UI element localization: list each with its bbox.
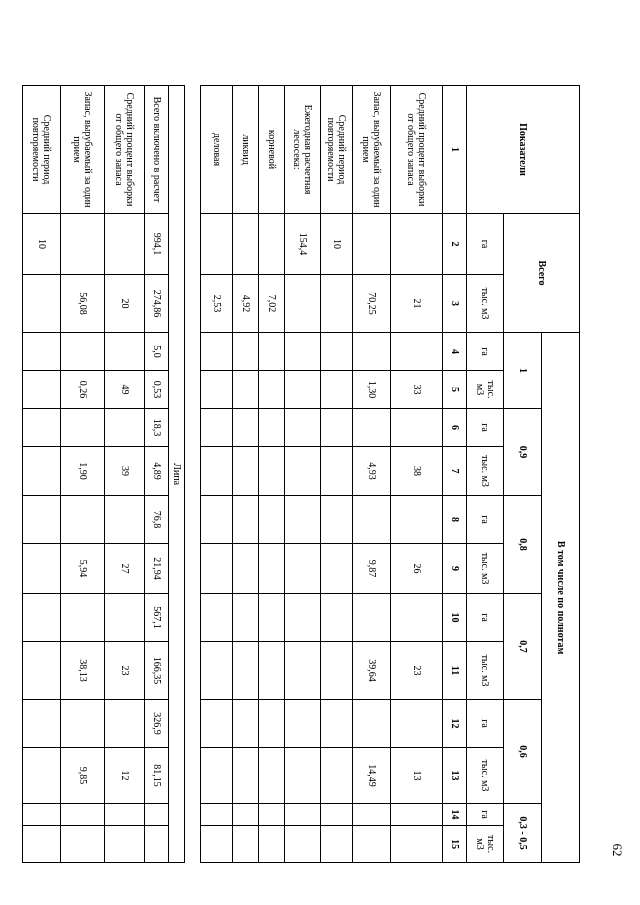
table-cell xyxy=(353,333,391,371)
table-cell xyxy=(391,214,443,275)
table-cell xyxy=(321,642,353,700)
table-cell xyxy=(23,826,61,863)
table-cell xyxy=(321,700,353,748)
table-cell: 274,86 xyxy=(145,275,169,333)
table-cell xyxy=(23,594,61,642)
table-cell: 21 xyxy=(391,275,443,333)
table-cell xyxy=(259,700,285,748)
table-cell: 0,26 xyxy=(61,371,105,409)
table-cell xyxy=(259,409,285,447)
unit-ha: га xyxy=(467,496,504,544)
unit-thous-m3: тыс. м3 xyxy=(467,826,504,863)
table-cell xyxy=(259,496,285,544)
table-cell: 21,94 xyxy=(145,544,169,594)
table-cell: 33 xyxy=(391,371,443,409)
table-cell: 81,15 xyxy=(145,748,169,804)
table-cell xyxy=(61,496,105,544)
column-number: 3 xyxy=(443,275,467,333)
table-cell xyxy=(259,594,285,642)
row-label: Средний период повторяемости xyxy=(321,86,353,214)
table-cell xyxy=(285,409,321,447)
table-cell xyxy=(61,214,105,275)
unit-thous-m3: тыс. м3 xyxy=(467,447,504,496)
table-cell xyxy=(105,804,145,826)
table-cell xyxy=(233,804,259,826)
table-cell xyxy=(321,275,353,333)
table-cell xyxy=(391,333,443,371)
table-cell xyxy=(23,496,61,544)
table-cell xyxy=(201,804,233,826)
table-cell xyxy=(23,642,61,700)
column-number: 14 xyxy=(443,804,467,826)
row-label: Запас, вырубаемый за один прием xyxy=(353,86,391,214)
table-cell xyxy=(201,748,233,804)
table-cell: 18,3 xyxy=(145,409,169,447)
table-cell xyxy=(285,275,321,333)
table-cell: 27 xyxy=(105,544,145,594)
table-cell xyxy=(233,409,259,447)
table-cell xyxy=(321,333,353,371)
unit-ha: га xyxy=(467,804,504,826)
table-cell xyxy=(353,804,391,826)
table-cell xyxy=(23,371,61,409)
table-cell xyxy=(285,447,321,496)
table-cell: 38 xyxy=(391,447,443,496)
header-total: Всего xyxy=(504,214,580,333)
table-cell xyxy=(61,594,105,642)
table-row xyxy=(259,86,285,863)
table-cell xyxy=(259,371,285,409)
table-cell xyxy=(201,826,233,863)
table-cell xyxy=(23,447,61,496)
unit-thous-m3: тыс. м3 xyxy=(467,544,504,594)
table-cell: 76,8 xyxy=(145,496,169,544)
table-cell xyxy=(391,496,443,544)
row-label: Ежегодная расчетная лесосека: xyxy=(285,86,321,214)
table-cell xyxy=(353,214,391,275)
table-cell: 23 xyxy=(391,642,443,700)
fullness-header: 0,6 xyxy=(504,700,542,804)
table-cell: 23 xyxy=(105,642,145,700)
table-cell xyxy=(285,804,321,826)
section-title: Липа xyxy=(169,86,185,863)
table-cell xyxy=(391,594,443,642)
table-cell: 0,53 xyxy=(145,371,169,409)
table-cell xyxy=(201,496,233,544)
table-cell xyxy=(201,447,233,496)
table-cell xyxy=(321,544,353,594)
table-cell xyxy=(391,826,443,863)
table-cell xyxy=(285,826,321,863)
fullness-header: 1 xyxy=(504,333,542,409)
table-cell xyxy=(285,544,321,594)
table-cell xyxy=(259,826,285,863)
table-cell xyxy=(285,496,321,544)
table-cell xyxy=(321,826,353,863)
table-cell xyxy=(233,642,259,700)
table-cell: 38,13 xyxy=(61,642,105,700)
table-row xyxy=(201,86,233,863)
table-cell: 154,4 xyxy=(285,214,321,275)
column-number: 8 xyxy=(443,496,467,544)
column-number-row xyxy=(443,86,467,863)
table-cell xyxy=(201,333,233,371)
row-label: Средний процент выборки от общего запаса xyxy=(391,86,443,214)
column-number: 5 xyxy=(443,371,467,409)
table-cell xyxy=(285,371,321,409)
table-cell: 166,35 xyxy=(145,642,169,700)
table-cell: 1,90 xyxy=(61,447,105,496)
column-number: 7 xyxy=(443,447,467,496)
column-number: 15 xyxy=(443,826,467,863)
table-cell: 7,02 xyxy=(259,275,285,333)
table-cell xyxy=(23,333,61,371)
table-cell xyxy=(23,275,61,333)
table-cell xyxy=(233,594,259,642)
table-cell: 39 xyxy=(105,447,145,496)
table-cell xyxy=(61,409,105,447)
table-row xyxy=(321,86,353,863)
table-cell xyxy=(105,594,145,642)
table-cell: 26 xyxy=(391,544,443,594)
table-cell xyxy=(233,700,259,748)
table-cell xyxy=(233,333,259,371)
table-row xyxy=(353,86,391,863)
table-cell xyxy=(201,544,233,594)
header-including-by-fullness: В том числе по полнотам xyxy=(542,333,580,863)
unit-ha: га xyxy=(467,700,504,748)
row-label: Запас, вырубаемый за один прием xyxy=(61,86,105,214)
table-cell xyxy=(233,447,259,496)
table-cell xyxy=(201,700,233,748)
table-cell: 70,25 xyxy=(353,275,391,333)
fullness-header: 0,3 - 0,5 xyxy=(504,804,542,863)
table-cell xyxy=(321,496,353,544)
table-cell xyxy=(285,594,321,642)
table-cell: 326,9 xyxy=(145,700,169,748)
table-cell xyxy=(233,826,259,863)
table-body-bottom xyxy=(23,86,169,863)
column-number: 4 xyxy=(443,333,467,371)
table-cell xyxy=(353,594,391,642)
row-label: корневой xyxy=(259,86,285,214)
fullness-header: 0,7 xyxy=(504,594,542,700)
column-number: 1 xyxy=(443,86,467,214)
table-cell xyxy=(259,544,285,594)
table-cell xyxy=(233,214,259,275)
row-label: деловая xyxy=(201,86,233,214)
table-cell xyxy=(23,748,61,804)
table-cell xyxy=(23,700,61,748)
table-cell: 56,08 xyxy=(61,275,105,333)
unit-ha: га xyxy=(467,409,504,447)
table-row xyxy=(61,86,105,863)
table-cell xyxy=(201,594,233,642)
table-cell xyxy=(233,496,259,544)
table-cell xyxy=(201,642,233,700)
column-number: 12 xyxy=(443,700,467,748)
table-cell xyxy=(353,496,391,544)
table-cell xyxy=(61,804,105,826)
table-cell: 994,1 xyxy=(145,214,169,275)
table-cell xyxy=(61,826,105,863)
column-number: 9 xyxy=(443,544,467,594)
table-cell xyxy=(321,409,353,447)
table-row xyxy=(285,86,321,863)
row-label: Всего включено в расчет xyxy=(145,86,169,214)
table-cell xyxy=(201,371,233,409)
table-cell: 4,92 xyxy=(233,275,259,333)
table-cell: 12 xyxy=(105,748,145,804)
unit-thous-m3: тыс. м3 xyxy=(467,275,504,333)
table-cell xyxy=(321,748,353,804)
table-cell: 20 xyxy=(105,275,145,333)
table-cell: 10 xyxy=(23,214,61,275)
table-cell xyxy=(391,409,443,447)
unit-thous-m3: тыс. м3 xyxy=(467,371,504,409)
table-cell: 39,64 xyxy=(353,642,391,700)
table-cell xyxy=(321,371,353,409)
unit-ha: га xyxy=(467,594,504,642)
table-cell: 4,93 xyxy=(353,447,391,496)
table-cell xyxy=(259,447,285,496)
column-number: 13 xyxy=(443,748,467,804)
table-row xyxy=(391,86,443,863)
fullness-header: 0,8 xyxy=(504,496,542,594)
table-cell xyxy=(105,700,145,748)
column-number: 11 xyxy=(443,642,467,700)
table-cell xyxy=(285,748,321,804)
cutting-area-table xyxy=(22,85,580,863)
column-number: 6 xyxy=(443,409,467,447)
table-cell xyxy=(353,409,391,447)
table-cell xyxy=(321,804,353,826)
table-cell xyxy=(145,826,169,863)
table-cell xyxy=(233,544,259,594)
table-cell xyxy=(105,214,145,275)
table-cell xyxy=(259,748,285,804)
table-cell xyxy=(233,371,259,409)
table-cell: 14,49 xyxy=(353,748,391,804)
table-cell xyxy=(23,804,61,826)
table-cell: 13 xyxy=(391,748,443,804)
table-cell xyxy=(259,804,285,826)
table-cell xyxy=(145,804,169,826)
table-cell: 1,30 xyxy=(353,371,391,409)
row-label: Средний процент выборки от общего запаса xyxy=(105,86,145,214)
unit-thous-m3: тыс. м3 xyxy=(467,642,504,700)
fullness-header: 0,9 xyxy=(504,409,542,496)
table-row xyxy=(145,86,169,863)
table-cell xyxy=(201,409,233,447)
table-row xyxy=(23,86,61,863)
table-cell xyxy=(321,447,353,496)
column-number: 10 xyxy=(443,594,467,642)
table-row xyxy=(233,86,259,863)
table-cell xyxy=(105,409,145,447)
table-cell: 5,94 xyxy=(61,544,105,594)
table-cell xyxy=(259,214,285,275)
table-cell xyxy=(285,700,321,748)
row-label: Средний период повторяемости xyxy=(23,86,61,214)
table-cell xyxy=(23,544,61,594)
table-cell xyxy=(353,700,391,748)
table-cell xyxy=(233,748,259,804)
table-cell: 2,53 xyxy=(201,275,233,333)
table-cell xyxy=(391,804,443,826)
rotated-table-container xyxy=(30,85,580,860)
unit-ha: га xyxy=(467,333,504,371)
table-cell xyxy=(321,594,353,642)
page-number: 62 xyxy=(610,843,625,857)
table-cell xyxy=(259,642,285,700)
table-cell: 5,0 xyxy=(145,333,169,371)
unit-thous-m3: тыс. м3 xyxy=(467,748,504,804)
table-cell: 49 xyxy=(105,371,145,409)
column-number: 2 xyxy=(443,214,467,275)
table-cell xyxy=(285,642,321,700)
table-cell xyxy=(105,496,145,544)
table-cell xyxy=(259,333,285,371)
table-cell: 9,85 xyxy=(61,748,105,804)
table-cell: 4,89 xyxy=(145,447,169,496)
table-cell: 10 xyxy=(321,214,353,275)
unit-ha: га xyxy=(467,214,504,275)
table-cell xyxy=(353,826,391,863)
header-indicators: Показатели xyxy=(467,86,580,214)
table-cell xyxy=(61,700,105,748)
table-cell: 9,87 xyxy=(353,544,391,594)
table-cell xyxy=(201,214,233,275)
table-cell xyxy=(105,826,145,863)
table-body-top xyxy=(201,86,443,863)
table-cell xyxy=(105,333,145,371)
row-label: ликвид xyxy=(233,86,259,214)
table-cell xyxy=(23,409,61,447)
table-cell xyxy=(391,700,443,748)
table-cell xyxy=(285,333,321,371)
table-cell: 567,1 xyxy=(145,594,169,642)
table-row xyxy=(105,86,145,863)
table-cell xyxy=(61,333,105,371)
